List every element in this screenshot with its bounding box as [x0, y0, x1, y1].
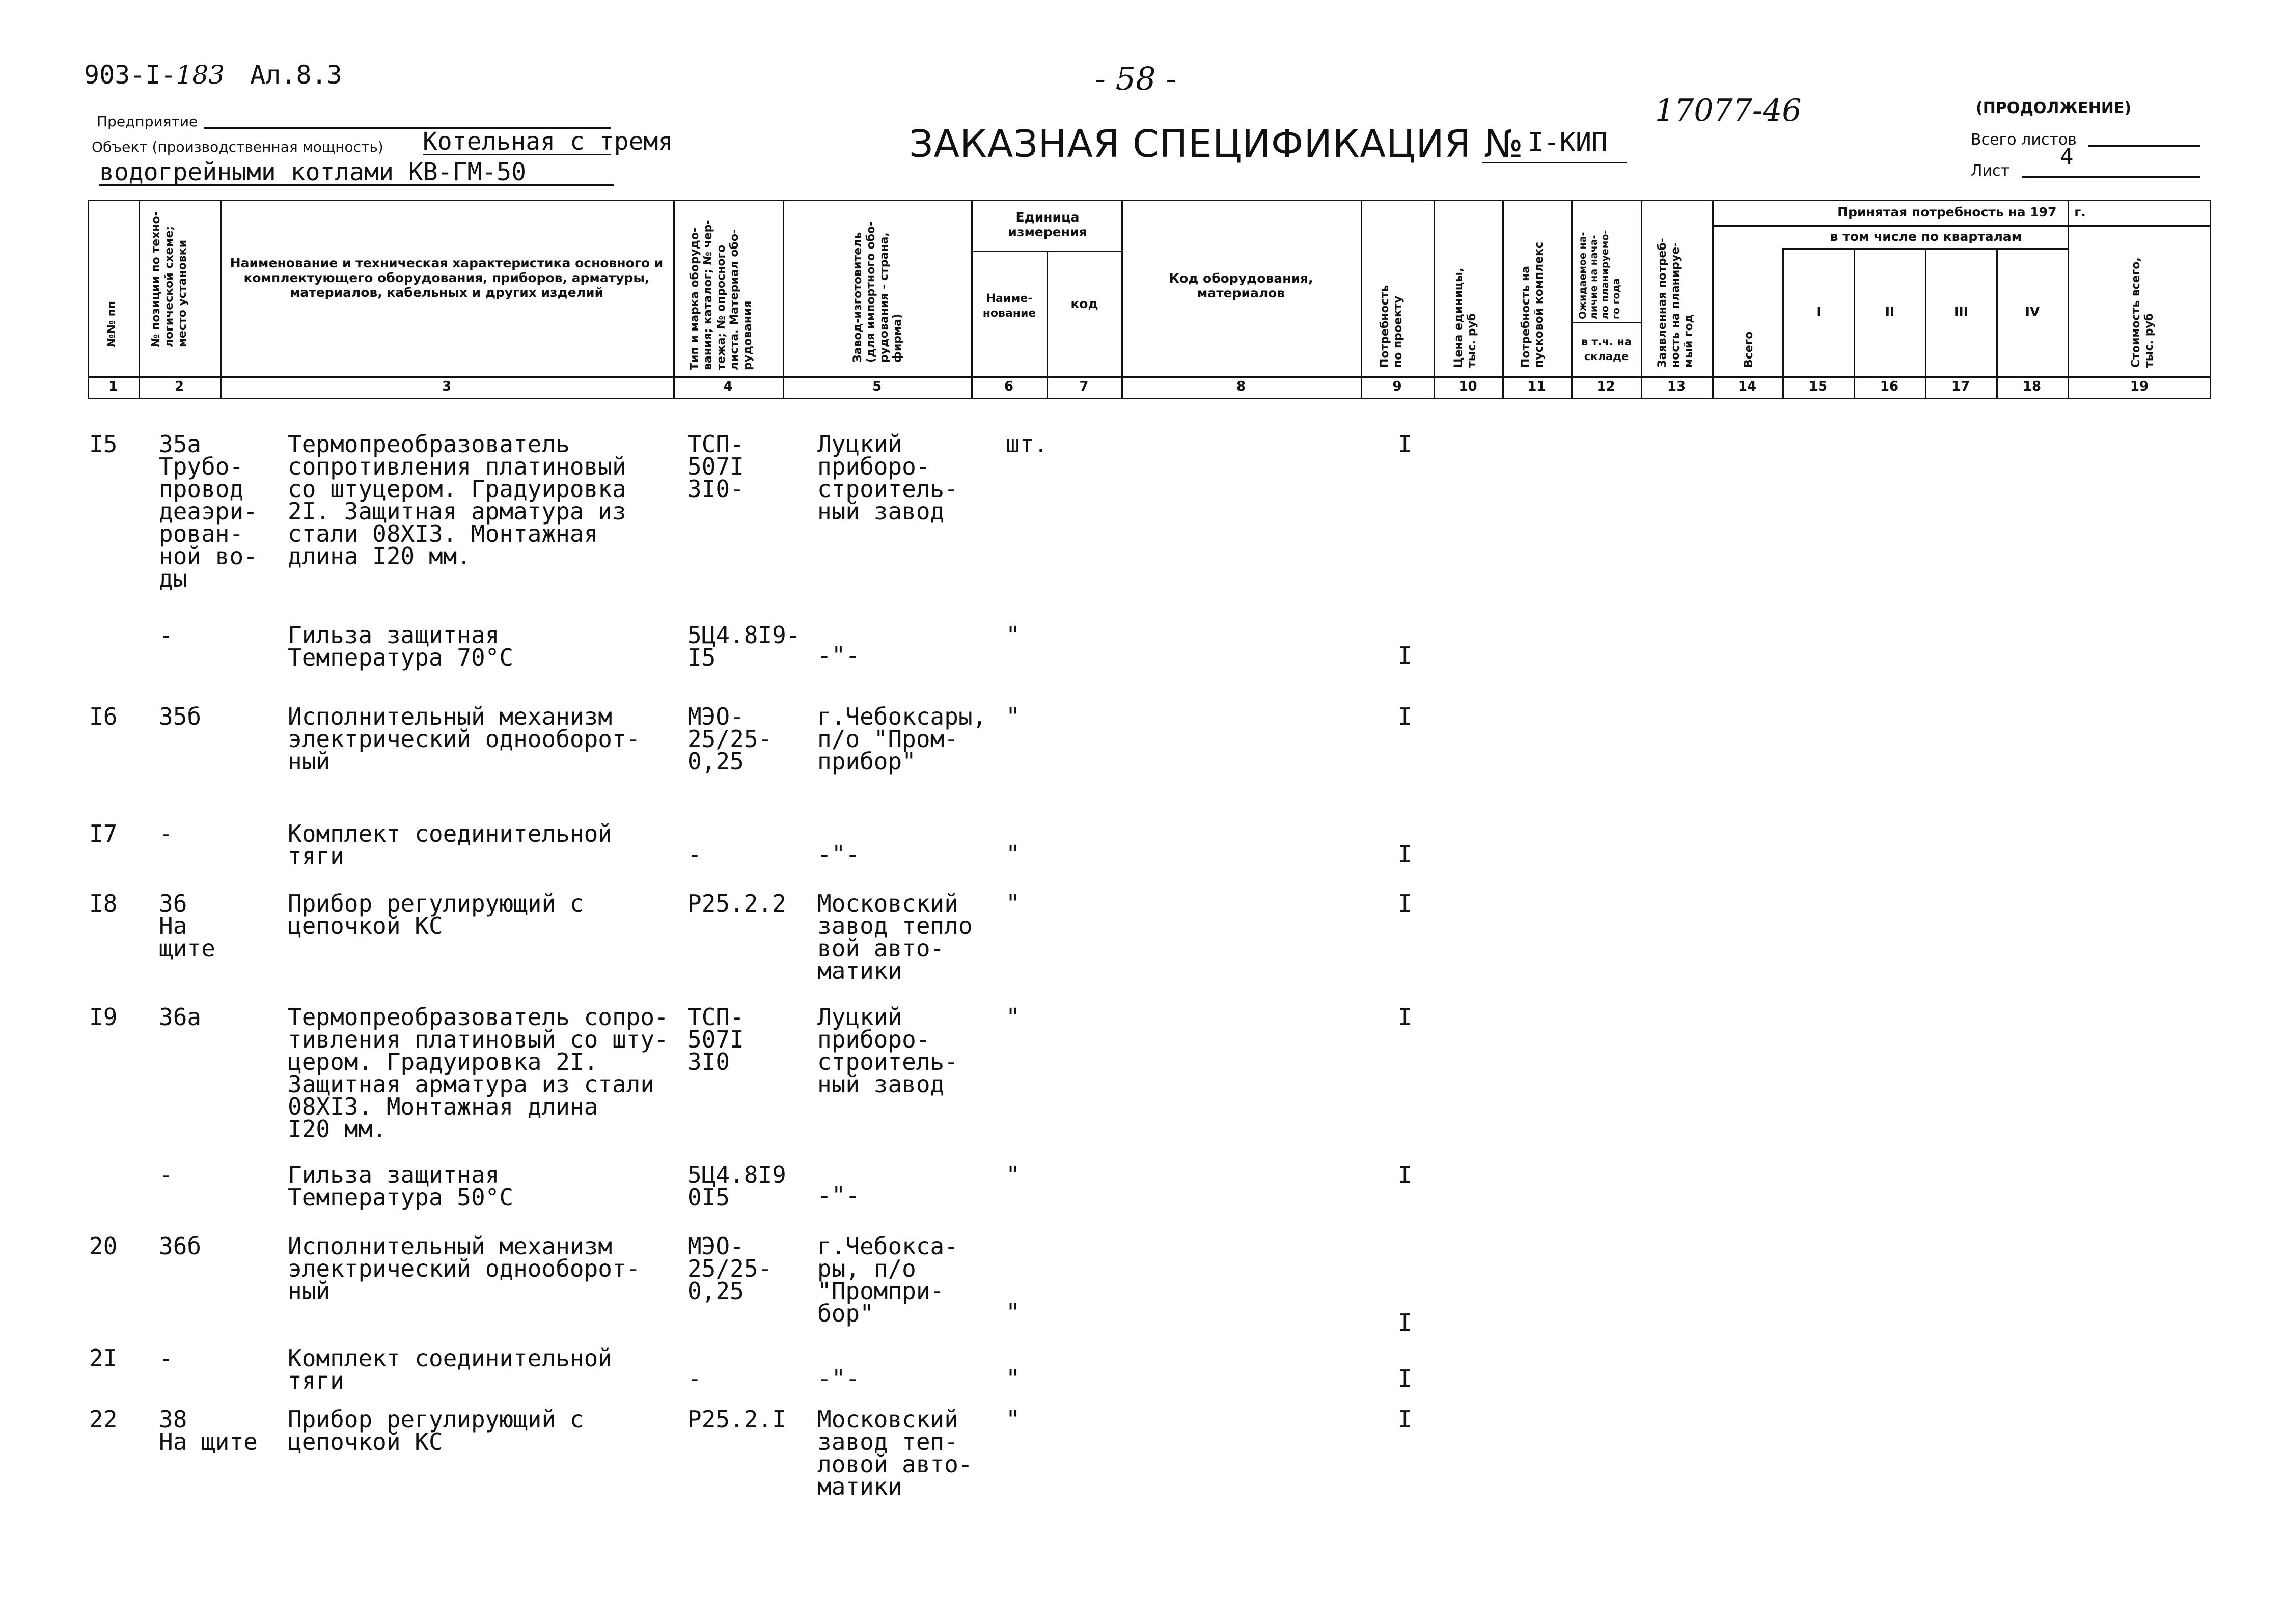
col-header-1: №№ пп: [105, 301, 118, 347]
row-number: I5: [89, 430, 118, 458]
row-position: -: [159, 1161, 173, 1189]
row-qty: I: [1398, 1003, 1412, 1031]
column-number: 14: [1738, 379, 1757, 394]
continuation-label: (ПРОДОЛЖЕНИЕ): [1976, 99, 2132, 117]
row-qty: I: [1398, 642, 1412, 669]
column-number: 3: [442, 379, 452, 394]
row-unit: ": [1006, 1406, 1020, 1433]
row-name: Гильза защитная Температура 70°С: [288, 621, 514, 671]
col-divider: [1502, 200, 1504, 399]
row-maker: Московский завод теп- ловой авто- матики: [817, 1406, 973, 1500]
row-position: -: [159, 621, 173, 649]
row-maker: Московский завод тепло вой авто- матики: [817, 890, 973, 984]
column-number: 18: [2022, 379, 2042, 394]
sheet-label: Лист: [1971, 162, 2010, 180]
row-name: Комплект соединительной тяги: [288, 820, 612, 870]
col-header-7: код: [1070, 296, 1098, 311]
row-qty: I: [1398, 1309, 1412, 1336]
row-type: 5Ц4.8I9 0I5: [687, 1161, 786, 1211]
row-qty: I: [1398, 1161, 1412, 1189]
row-unit: ": [1006, 1299, 1020, 1326]
row-maker: -"-: [817, 840, 860, 868]
col-header-3: Наименование и техническая характеристика основного и комплектующего оборудования, приборов, арматуры, материалов, кабельных и других изделий: [230, 256, 664, 300]
row-type: 5Ц4.8I9- I5: [687, 621, 801, 671]
row-position: 36б: [159, 1232, 202, 1260]
doc-code-hand: 183: [176, 60, 225, 90]
row-type: -: [687, 840, 702, 868]
col-divider: [1782, 248, 1784, 399]
row-type: МЭО- 25/25- 0,25: [687, 703, 773, 775]
enterprise-label: Предприятие: [97, 113, 198, 130]
row-type: -: [687, 1365, 702, 1392]
row-unit: ": [1006, 1003, 1020, 1031]
sheets-total-line: [2088, 145, 2200, 147]
column-number: 4: [723, 379, 733, 394]
col-header-12b: в т.ч. на складе: [1581, 336, 1632, 363]
row-type: Р25.2.2: [687, 890, 786, 917]
col-header-5: Завод-изготовитель (для импортного обо- рудования - страна, фирма): [851, 221, 904, 363]
col-divider: [1434, 200, 1435, 399]
row-unit: шт.: [1006, 430, 1049, 458]
row-number: 20: [89, 1232, 118, 1260]
row-qty: I: [1398, 1365, 1412, 1392]
row-type: Р25.2.I: [687, 1406, 786, 1433]
col-divider: [1121, 200, 1123, 399]
row-name: Термопреобразователь сопротивления платиновый со штуцером. Градуировка 2I. Защитная арматура из стали 08ХI3. Монтажная длина I20 мм.: [288, 430, 626, 570]
row-name: Термопреобразователь сопро- тивления платиновый со шту- цером. Градуировка 2I. Защитная арматура из стали 08ХI3. Монтажная длина I20 мм.: [288, 1003, 669, 1143]
col-header-19: Стоимость всего, тыс. руб: [2130, 257, 2156, 368]
row-qty: I: [1398, 840, 1412, 868]
col-header-8: Код оборудования, материалов: [1169, 271, 1313, 300]
col-header-11: Потребность на пусковой комплекс: [1520, 242, 1546, 368]
col-divider: [1996, 248, 1998, 399]
row-type: МЭО- 25/25- 0,25: [687, 1232, 773, 1305]
column-number: 17: [1951, 379, 1970, 394]
row-position: 35а Трубо- провод деаэри- рован- ной во- ды: [159, 430, 258, 592]
sheet-line: [2022, 176, 2200, 178]
column-number: 15: [1808, 379, 1828, 394]
page-number: - 58 -: [1095, 60, 1177, 97]
col-header-14: Всего: [1743, 331, 1755, 368]
page-title: ЗАКАЗНАЯ СПЕЦИФИКАЦИЯ №: [909, 122, 1524, 166]
object-label: Объект (производственная мощность): [92, 139, 383, 155]
row-name: Исполнительный механизм электрический однооборот- ный: [288, 703, 641, 775]
col-divider: [1571, 200, 1573, 399]
row-number: I9: [89, 1003, 118, 1031]
unit-group-line: [971, 251, 1123, 252]
row-number: 2I: [89, 1344, 118, 1372]
object-line-1: [423, 154, 611, 155]
row-type: ТСП- 507I 3I0-: [687, 430, 744, 503]
col-header-4: Тип и марка оборудо- вания; каталог; № чер- тежа; № опросного листа. Материал обо- рудования: [689, 219, 754, 370]
row-unit: ": [1006, 840, 1020, 868]
row-type: ТСП- 507I 3I0: [687, 1003, 744, 1076]
column-number: 8: [1236, 379, 1246, 394]
col-header-2: № позиции по техно- логической схеме; место установки: [150, 211, 189, 347]
col-divider: [1641, 200, 1642, 399]
row-position: 36а: [159, 1003, 202, 1031]
col-divider: [220, 200, 222, 399]
row-position: 35б: [159, 703, 202, 730]
row-qty: I: [1398, 703, 1412, 730]
row-number: I8: [89, 890, 118, 917]
column-number: 16: [1880, 379, 1899, 394]
doc-code-prefix: 903-I-: [84, 60, 176, 90]
row-name: Исполнительный механизм электрический однооборот- ный: [288, 1232, 641, 1305]
row-name: Прибор регулирующий с цепочкой КС: [288, 1406, 584, 1455]
col-header-unit-group: Единица измерения: [1008, 210, 1087, 239]
row-unit: ": [1006, 1161, 1020, 1189]
row-number: I6: [89, 703, 118, 730]
column-number: 7: [1079, 379, 1089, 394]
row-unit: ": [1006, 1365, 1020, 1392]
row-name: Гильза защитная Температура 50°С: [288, 1161, 514, 1211]
col-divider: [1047, 251, 1048, 399]
col-header-6: Наиме- нование: [982, 292, 1036, 320]
col-divider: [139, 200, 140, 399]
column-number: 12: [1596, 379, 1615, 394]
object-value-2: водогрейными котлами КВ-ГМ-50: [99, 158, 527, 186]
col-header-13: Заявленная потреб- ность на планируе- мый год: [1656, 238, 1695, 368]
row-position: -: [159, 820, 173, 847]
col-header-12a: Ожидаемое на- личие на нача- ло планируемо- го года: [1577, 230, 1622, 319]
col-divider: [1712, 200, 1714, 399]
row-name: Прибор регулирующий с цепочкой КС: [288, 890, 584, 940]
row-unit: ": [1006, 890, 1020, 917]
sheet-value: 4: [2060, 144, 2074, 170]
col-divider: [1854, 248, 1855, 399]
column-number: 13: [1667, 379, 1686, 394]
row-position: 38 На щите: [159, 1406, 258, 1455]
col-header-17: III: [1954, 304, 1968, 319]
col-divider: [2068, 200, 2069, 399]
spec-number-line: [1482, 162, 1627, 163]
column-number: 11: [1527, 379, 1546, 394]
col-header-16: II: [1885, 304, 1895, 319]
col-divider: [1361, 200, 1362, 399]
row-number: I7: [89, 820, 118, 847]
quarters-group-line: [1782, 248, 2068, 250]
column-number: 6: [1004, 379, 1014, 394]
row-position: 36 На щите: [159, 890, 215, 962]
object-line-2: [99, 184, 614, 186]
column-number: 1: [108, 379, 118, 394]
sheets-total-label: Всего листов: [1971, 131, 2077, 149]
spec-number: I-КИП: [1528, 127, 1608, 158]
row-maker: -"-: [817, 1181, 860, 1209]
col-divider: [673, 200, 675, 399]
column-number: 9: [1392, 379, 1402, 394]
col-header-10: Цена единицы, тыс. руб: [1452, 267, 1478, 368]
row-maker: Луцкий приборо- строитель- ный завод: [817, 430, 958, 525]
album-no: Ал.8.3: [250, 60, 342, 90]
stock-sub-line: [1571, 322, 1641, 323]
row-qty: I: [1398, 890, 1412, 917]
row-position: -: [159, 1344, 173, 1372]
row-maker: г.Чебоксары, п/о "Пром- прибор": [817, 703, 987, 775]
col-header-15: I: [1816, 304, 1821, 319]
col-header-9: Потребность по проекту: [1379, 285, 1405, 368]
row-maker: г.Чебокса- ры, п/о "Промпри- бор": [817, 1232, 958, 1327]
column-number: 19: [2130, 379, 2149, 394]
row-name: Комплект соединительной тяги: [288, 1344, 612, 1394]
registration-number: 17077-46: [1655, 93, 1802, 128]
col-header-quarters-group: в том числе по кварталам: [1830, 229, 2022, 244]
col-divider: [1925, 248, 1926, 399]
row-maker: -"-: [817, 1365, 860, 1392]
row-qty: I: [1398, 1406, 1412, 1433]
col-header-18: IV: [2025, 304, 2040, 319]
column-header-table: [88, 200, 2211, 399]
doc-code: [84, 60, 342, 90]
column-number: 2: [174, 379, 184, 394]
column-number: 5: [872, 379, 882, 394]
row-qty: I: [1398, 430, 1412, 458]
row-unit: ": [1006, 703, 1020, 730]
column-number: 10: [1458, 379, 1477, 394]
col-divider: [783, 200, 784, 399]
object-value-1: Котельная с тремя: [423, 127, 673, 156]
row-maker: Луцкий приборо- строитель- ный завод: [817, 1003, 958, 1098]
col-header-accepted-group: Принятая потребность на 197 г.: [1837, 205, 2086, 219]
col-divider: [971, 200, 973, 399]
column-number-strip: [88, 379, 2211, 398]
row-number: 22: [89, 1406, 118, 1433]
row-unit: ": [1006, 621, 1020, 649]
accepted-group-line: [1712, 225, 2211, 227]
number-strip-line: [88, 376, 2211, 378]
row-maker: -"-: [817, 642, 860, 669]
